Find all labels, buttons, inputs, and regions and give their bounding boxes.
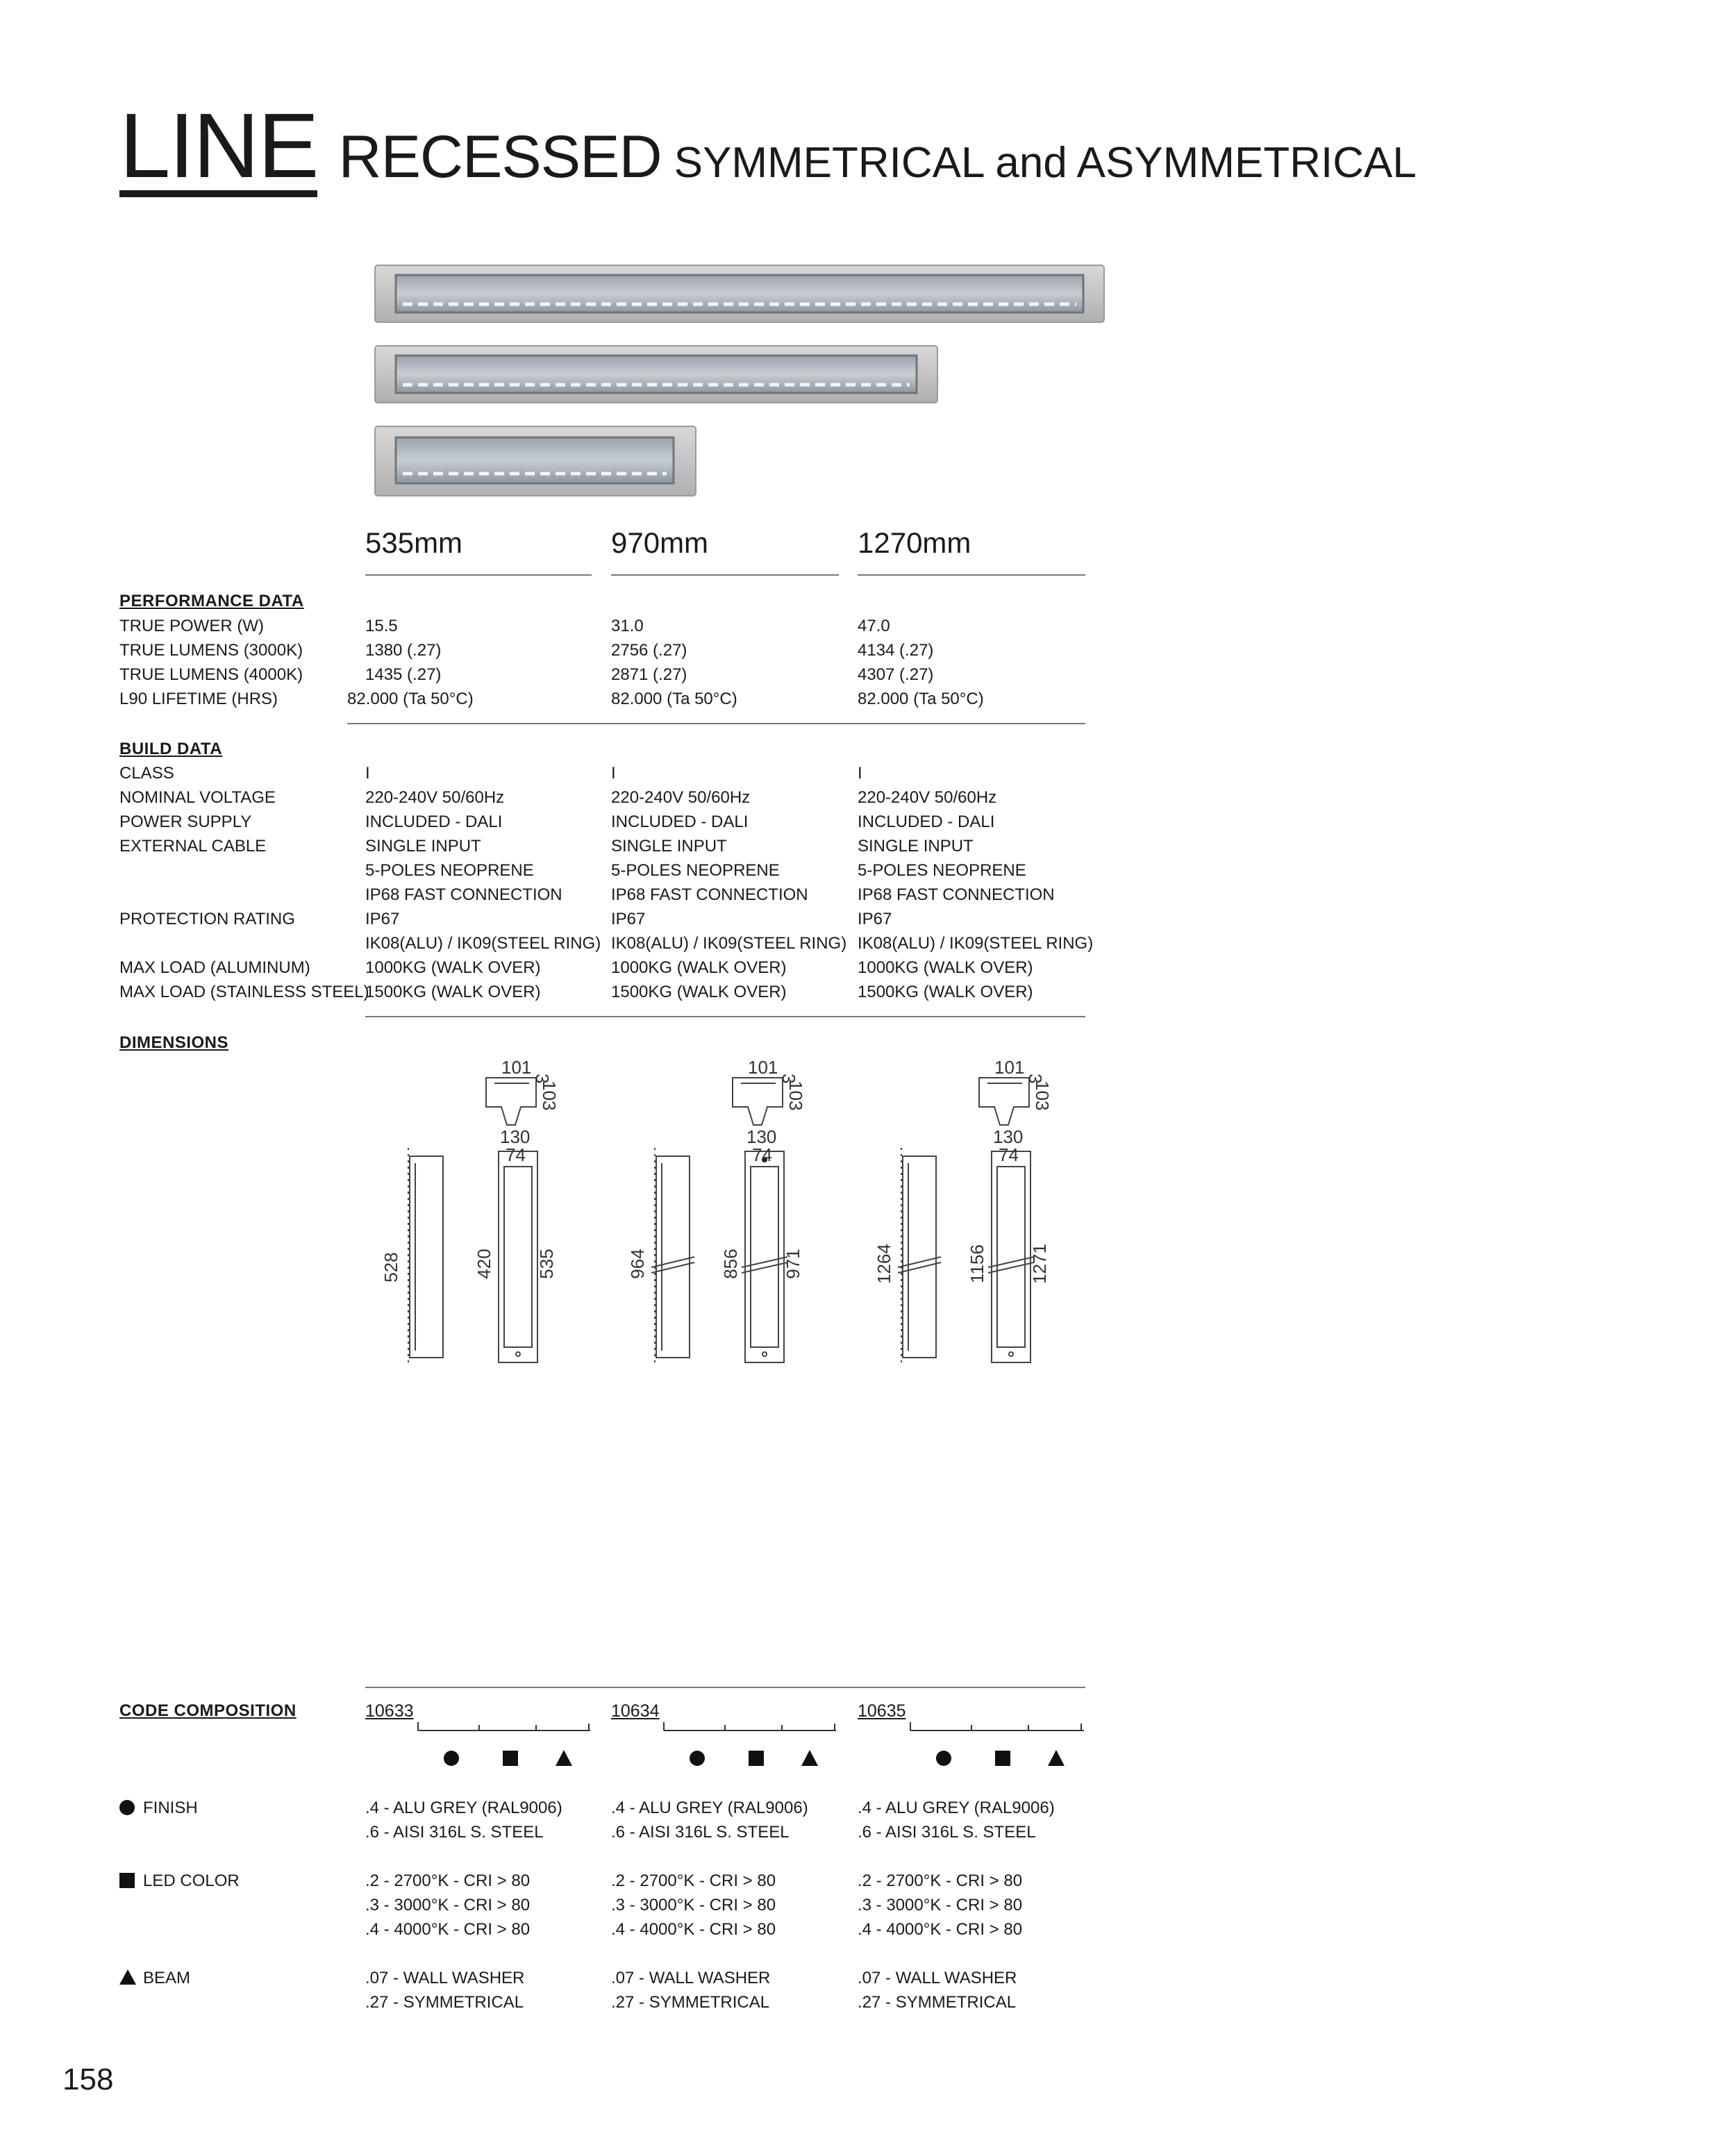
cell: SINGLE INPUT — [611, 837, 727, 856]
finish-icon — [690, 1751, 705, 1766]
dim-inner-length: 420 — [474, 1249, 494, 1279]
column-underline — [611, 574, 839, 576]
code-diagram — [902, 1715, 1085, 1771]
dimension-labels-970 — [627, 1057, 806, 1279]
dim-bottom-width: 130 — [993, 1126, 1024, 1147]
title-recessed: RECESSED — [338, 124, 662, 190]
dim-side-length: 964 — [627, 1249, 648, 1279]
cell: I — [858, 764, 862, 783]
section-divider — [365, 1687, 1085, 1688]
finish-icon — [119, 1800, 135, 1815]
dim-depth: 103 — [785, 1081, 806, 1111]
beam-option: .07 - WALL WASHER — [858, 1969, 1017, 1987]
cell: 2756 (.27) — [611, 641, 687, 660]
beam-icon — [556, 1750, 572, 1766]
row-label: L90 LIFETIME (HRS) — [119, 690, 278, 708]
cell: 1000KG (WALK OVER) — [611, 958, 787, 977]
product-photo — [368, 257, 1118, 507]
code-diagram — [656, 1715, 836, 1771]
product-luminaire-535 — [375, 426, 696, 496]
dimension-drawing-970 — [651, 1078, 787, 1367]
beam-label: BEAM — [143, 1969, 191, 1987]
led-color-icon — [119, 1873, 135, 1888]
code-number: 10635 — [858, 1701, 906, 1721]
row-label: POWER SUPPLY — [119, 812, 252, 831]
finish-label-row — [119, 1799, 198, 1818]
cell: 220-240V 50/60Hz — [365, 788, 505, 807]
cell: 220-240V 50/60Hz — [858, 788, 997, 807]
row-label: MAX LOAD (ALUMINUM) — [119, 958, 310, 977]
code-diagram — [410, 1715, 590, 1771]
led-color-label-row — [119, 1871, 240, 1891]
cell: IP67 — [611, 910, 646, 928]
dimension-drawing-535 — [408, 1078, 537, 1367]
beam-option: .27 - SYMMETRICAL — [611, 1993, 770, 2012]
cell: IK08(ALU) / IK09(STEEL RING) — [611, 934, 847, 953]
cell: 1500KG (WALK OVER) — [611, 983, 787, 1001]
cell: 82.000 (Ta 50°C) — [347, 690, 474, 708]
cell: 1500KG (WALK OVER) — [365, 983, 541, 1001]
led-color-option: .4 - 4000°K - CRI > 80 — [365, 1920, 531, 1939]
cell: 1380 (.27) — [365, 641, 442, 660]
led-color-icon — [995, 1751, 1010, 1766]
cell: 82.000 (Ta 50°C) — [858, 690, 984, 708]
column-underline — [858, 574, 1085, 576]
cell: 15.5 — [365, 617, 398, 635]
dim-top-width: 101 — [501, 1057, 532, 1078]
dim-side-length: 528 — [381, 1252, 401, 1283]
finish-option: .6 - AISI 316L S. STEEL — [858, 1823, 1036, 1842]
code-number: 10633 — [365, 1701, 414, 1721]
row-label: TRUE LUMENS (4000K) — [119, 665, 303, 684]
title-subtitle: SYMMETRICAL and ASYMMETRICAL — [674, 139, 1417, 187]
beam-icon — [801, 1750, 818, 1766]
led-color-option: .4 - 4000°K - CRI > 80 — [611, 1920, 776, 1939]
row-label: PROTECTION RATING — [119, 910, 295, 928]
cell: IK08(ALU) / IK09(STEEL RING) — [858, 934, 1094, 953]
led-color-option: .3 - 3000°K - CRI > 80 — [611, 1896, 776, 1915]
beam-option: .27 - SYMMETRICAL — [365, 1993, 524, 2012]
dim-inner-length: 1156 — [967, 1244, 987, 1283]
dimensions-header: DIMENSIONS — [119, 1033, 229, 1052]
cell: 5-POLES NEOPRENE — [858, 861, 1026, 880]
dimension-labels-535 — [381, 1057, 560, 1283]
cell: 5-POLES NEOPRENE — [365, 861, 534, 880]
cell: 1000KG (WALK OVER) — [858, 958, 1033, 977]
cell: IP68 FAST CONNECTION — [365, 885, 562, 904]
cell: SINGLE INPUT — [365, 837, 481, 856]
column-header-970: 970mm — [611, 526, 709, 559]
dim-top-width: 101 — [994, 1057, 1025, 1078]
led-color-option: .3 - 3000°K - CRI > 80 — [858, 1896, 1023, 1915]
cell: 5-POLES NEOPRENE — [611, 861, 780, 880]
performance-header: PERFORMANCE DATA — [119, 592, 304, 610]
finish-option: .4 - ALU GREY (RAL9006) — [858, 1799, 1055, 1817]
column-underline — [365, 574, 592, 576]
dim-depth: 103 — [539, 1081, 560, 1111]
dim-outer-length: 1271 — [1029, 1244, 1050, 1284]
cell: IP67 — [365, 910, 400, 928]
cell: 82.000 (Ta 50°C) — [611, 690, 737, 708]
cell: I — [365, 764, 370, 783]
beam-option: .27 - SYMMETRICAL — [858, 1993, 1017, 2012]
led-color-icon — [503, 1751, 518, 1766]
build-header: BUILD DATA — [119, 740, 223, 758]
led-color-label: LED COLOR — [143, 1871, 240, 1890]
led-color-option: .4 - 4000°K - CRI > 80 — [858, 1920, 1023, 1939]
cell: I — [611, 764, 616, 783]
row-label: EXTERNAL CABLE — [119, 837, 267, 856]
cell: 4307 (.27) — [858, 665, 934, 684]
cell: 31.0 — [611, 617, 644, 635]
dimension-drawings — [368, 1049, 1111, 1382]
cell: IP67 — [858, 910, 892, 928]
cell: 47.0 — [858, 617, 890, 635]
finish-option: .6 - AISI 316L S. STEEL — [365, 1823, 544, 1842]
cell: 4134 (.27) — [858, 641, 934, 660]
cell: 1000KG (WALK OVER) — [365, 958, 541, 977]
finish-option: .6 - AISI 316L S. STEEL — [611, 1823, 790, 1842]
beam-icon — [119, 1969, 136, 1985]
cell: 1500KG (WALK OVER) — [858, 983, 1033, 1001]
column-header-535: 535mm — [365, 526, 463, 559]
row-label: TRUE LUMENS (3000K) — [119, 641, 303, 660]
beam-label-row — [119, 1969, 190, 1988]
dim-lip: 3 — [1025, 1074, 1046, 1084]
cell: 1435 (.27) — [365, 665, 442, 684]
section-divider — [365, 1016, 1085, 1017]
dim-inner-length: 856 — [720, 1249, 741, 1279]
row-label: NOMINAL VOLTAGE — [119, 788, 276, 807]
cell: INCLUDED - DALI — [858, 812, 995, 831]
dim-side-length: 1264 — [874, 1244, 894, 1284]
page-title — [119, 94, 1417, 197]
finish-icon — [444, 1751, 459, 1766]
cell: INCLUDED - DALI — [365, 812, 503, 831]
dim-bottom-width: 130 — [746, 1126, 777, 1147]
led-color-option: .2 - 2700°K - CRI > 80 — [365, 1871, 531, 1890]
beam-icon — [1048, 1750, 1065, 1766]
cell: 220-240V 50/60Hz — [611, 788, 751, 807]
dim-lip: 3 — [532, 1074, 553, 1084]
beam-option: .07 - WALL WASHER — [611, 1969, 771, 1987]
dim-lip: 3 — [778, 1074, 799, 1084]
cell: IP68 FAST CONNECTION — [858, 885, 1055, 904]
code-header: CODE COMPOSITION — [119, 1701, 297, 1720]
led-color-icon — [749, 1751, 764, 1766]
dim-inner-width: 74 — [506, 1144, 526, 1165]
cell: IK08(ALU) / IK09(STEEL RING) — [365, 934, 601, 953]
column-header-1270: 1270mm — [858, 526, 971, 559]
row-label: CLASS — [119, 764, 174, 783]
dimension-labels-1270 — [874, 1057, 1053, 1284]
finish-option: .4 - ALU GREY (RAL9006) — [611, 1799, 808, 1817]
dim-top-width: 101 — [748, 1057, 778, 1078]
finish-icon — [936, 1751, 951, 1766]
finish-option: .4 - ALU GREY (RAL9006) — [365, 1799, 562, 1817]
dim-inner-width: 74 — [752, 1144, 772, 1165]
row-label: TRUE POWER (W) — [119, 617, 264, 635]
page-number: 158 — [62, 2062, 114, 2096]
cell: IP68 FAST CONNECTION — [611, 885, 808, 904]
cell: INCLUDED - DALI — [611, 812, 749, 831]
dim-outer-length: 535 — [536, 1249, 557, 1279]
led-color-option: .2 - 2700°K - CRI > 80 — [858, 1871, 1023, 1890]
dim-outer-length: 971 — [783, 1249, 803, 1279]
beam-option: .07 - WALL WASHER — [365, 1969, 525, 1987]
product-luminaire-1270 — [375, 265, 1104, 322]
led-color-option: .2 - 2700°K - CRI > 80 — [611, 1871, 776, 1890]
cell: 2871 (.27) — [611, 665, 687, 684]
product-luminaire-970 — [375, 346, 937, 403]
dim-bottom-width: 130 — [500, 1126, 531, 1147]
section-divider — [347, 723, 1085, 724]
finish-label: FINISH — [143, 1799, 198, 1817]
row-label: MAX LOAD (STAINLESS STEEL) — [119, 983, 369, 1001]
dim-depth: 103 — [1032, 1081, 1053, 1111]
cell: SINGLE INPUT — [858, 837, 974, 856]
led-color-option: .3 - 3000°K - CRI > 80 — [365, 1896, 531, 1915]
dim-inner-width: 74 — [999, 1144, 1019, 1165]
code-number: 10634 — [611, 1701, 660, 1721]
title-line: LINE — [119, 94, 318, 197]
dimension-drawing-1270 — [898, 1078, 1034, 1367]
